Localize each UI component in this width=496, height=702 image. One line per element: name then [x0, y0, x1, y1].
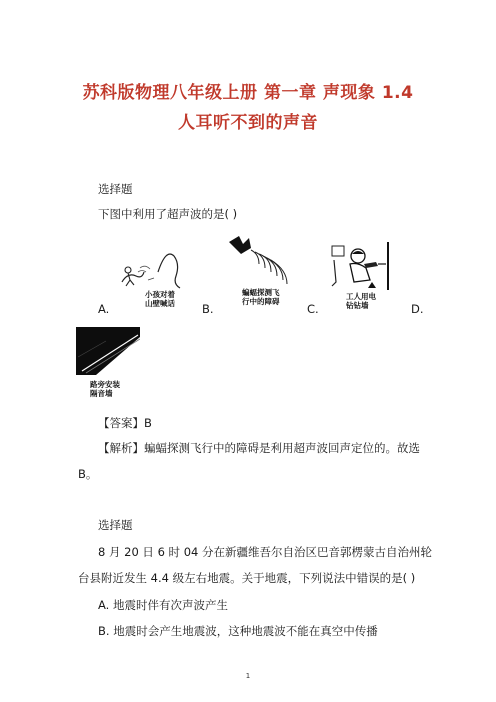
q2-option-a: A. 地震时伴有次声波产生: [98, 598, 228, 612]
figure-d-caption: 路旁安装 隔音墙: [90, 380, 120, 398]
figure-b-bat-icon: [225, 232, 295, 292]
figure-d-sound-barrier-icon: [76, 327, 140, 375]
q1-stem: 下图中利用了超声波的是( ): [98, 207, 238, 221]
q2-type: 选择题: [98, 518, 133, 532]
option-a-label: A.: [98, 302, 110, 316]
figure-b-caption: 蝙蝠探测飞 行中的障碍: [242, 288, 280, 306]
figure-a-child-shouting-icon: [118, 242, 193, 297]
document-title-line1: 苏科版物理八年级上册 第一章 声现象 1.4: [82, 83, 414, 103]
q2-stem-line2: 台县附近发生 4.4 级左右地震。关于地震，下列说法中错误的是( ): [78, 571, 416, 585]
q1-analysis-line1: 【解析】蝙蝠探测飞行中的障碍是利用超声波回声定位的。故选: [98, 441, 420, 455]
option-b-label: B.: [202, 302, 214, 316]
figure-c-caption: 工人用电 钻钻墙: [346, 292, 376, 310]
q1-analysis-line2: B。: [78, 467, 98, 481]
q1-type: 选择题: [98, 182, 133, 196]
page-number: 1: [245, 672, 251, 680]
option-c-label: C.: [307, 302, 319, 316]
q2-option-b: B. 地震时会产生地震波，这种地震波不能在真空中传播: [98, 624, 378, 638]
option-d-label: D.: [411, 302, 424, 316]
figure-c-worker-drill-icon: [328, 240, 396, 292]
q2-stem-line1: 8 月 20 日 6 时 04 分在新疆维吾尔自治区巴音郭楞蒙古自治州轮: [98, 545, 432, 559]
figure-a-caption: 小孩对着 山壁喊话: [145, 290, 175, 308]
q1-answer: 【答案】B: [98, 416, 152, 430]
document-title-line2: 人耳听不到的声音: [178, 113, 318, 133]
